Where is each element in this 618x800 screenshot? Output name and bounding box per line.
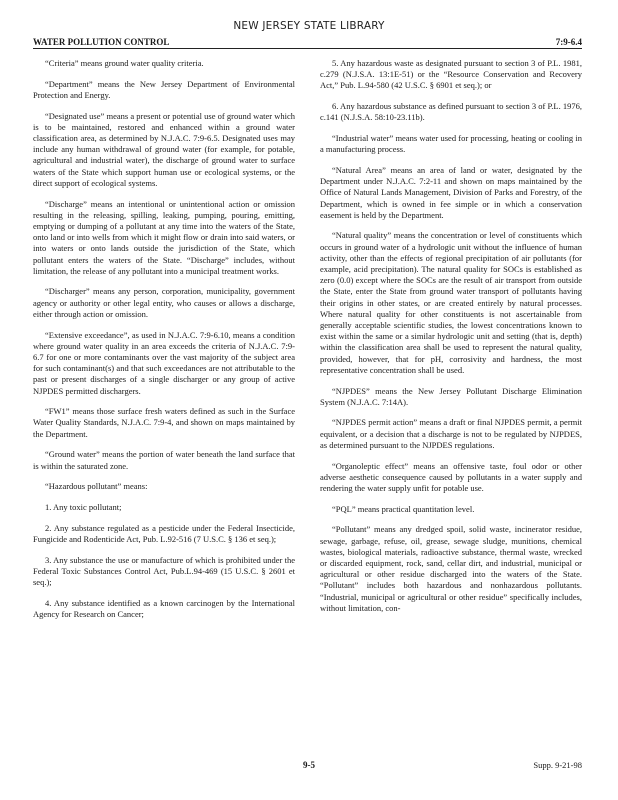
right-column (320, 58, 582, 624)
section-number: 7:9-6.4 (555, 37, 582, 47)
list-item-2: 2. Any substance regulated as a pesticide under the Federal Insecticide, Fungicide and Rodenticide Act, Pub. L.92-516 (7 U.S.C. § 136 et seq.); (33, 522, 295, 544)
paragraph-industrial-water: “Industrial water” means water used for processing, heating or cooling in a manufacturing process. (320, 133, 582, 155)
paragraph-njpdes: “NJPDES” means the New Jersey Pollutant Discharge Elimination System (N.J.A.C. 7:14A). (320, 385, 582, 407)
paragraph-discharger: “Discharger” means any person, corporation, municipality, government agency or authority or other legal entity, who causes or allows a discharge, either through action or omission. (33, 286, 295, 319)
chapter-title: WATER POLLUTION CONTROL (33, 37, 170, 47)
paragraph-discharge: “Discharge” means an intentional or unintentional action or omission resulting in the releasing, spilling, leaking, pumping, pouring, emitting, emptying or dumping of a pollutant at any time into the waters of the State, onto land or into wells from which it might flow or drain into said waters, or into waters or onto lands outside the jurisdiction of the State, which pollutant enters the waters of the State. “Discharge” includes, without limitation, the release of any pollutant into a municipal treatment works. (33, 198, 295, 276)
paragraph-hazardous-pollutant: “Hazardous pollutant” means: (45, 481, 148, 492)
list-item-5: 5. Any hazardous waste as designated pursuant to section 3 of P.L. 1981, c.279 (N.J.S.A. 13:1E-51) or the “Resource Conservation and Recovery Act,” Pub. L.94-580 (42 U.S.C. § 6901 et seq.); or (320, 58, 582, 91)
list-item-6: 6. Any hazardous substance as defined pursuant to section 3 of P.L. 1976, c.141 (N.J.S.A. 58:10-23.11b). (320, 101, 582, 123)
page-number: 9-5 (303, 760, 315, 770)
paragraph-organoleptic-effect: “Organoleptic effect” means an offensive taste, foul odor or other adverse aesthetic consequence caused by pollutants in a water supply and rendering the water supply unfit for potable use. (320, 460, 582, 493)
paragraph-natural-quality: “Natural quality” means the concentration or level of constituents which occurs in ground water of a hydrologic unit without the influence of human activity, other than the effects of regional precipitation of air pollutants (for example, acid precipitation). The natural quality for SOCs is established as zero (0.0) except where the SOCs are the result of air transport from outside the State, enter the State from ground water transport of pollutants having their origins in other states, or are created entirely by natural processes. Where natural quality for other constituents is not ascertainable from generally acceptable scientific studies, the lowest concentrations known to exist within the same or a similar hydrologic unit and setting (that is, depth) within the classification area shall be used to represent the natural quality, provided, however, that for pH, corrosivity and hardness, the most representative concentration shall be used. (320, 230, 582, 375)
paragraph-department: “Department” means the New Jersey Department of Environmental Protection and Energy. (33, 78, 295, 100)
paragraph-criteria: “Criteria” means ground water quality criteria. (45, 58, 204, 68)
library-stamp: NEW JERSEY STATE LIBRARY (233, 20, 385, 32)
running-header (33, 36, 582, 49)
supplement-date: Supp. 9-21-98 (533, 760, 582, 770)
paragraph-ground-water: “Ground water” means the portion of water beneath the land surface that is within the saturated zone. (33, 449, 295, 471)
left-column (33, 58, 295, 630)
paragraph-pql: “PQL” means practical quantitation level. (332, 503, 475, 514)
list-item-4: 4. Any substance identified as a known carcinogen by the International Agency for Research on Cancer; (33, 597, 295, 619)
paragraph-designated-use: “Designated use” means a present or potential use of ground water which is to be maintained, restored and enhanced within a ground water classification area, as determined by N.J.A.C. 7:9-6.5. Designated uses may include any human withdrawal of ground water (for example, for potable, agricultural and industrial water), the discharge of ground water to surface waters of the State which support human use or ecological systems, or the direct support of ecological systems. (33, 110, 295, 188)
paragraph-pollutant: “Pollutant” means any dredged spoil, solid waste, incinerator residue, sewage, garbage, refuse, oil, grease, sewage sludge, munitions, chemical wastes, biological materials, radioactive substance, thermal waste, wrecked or discarded equipment, rock, sand, cellar dirt, and industrial, municipal or agricultural or other residue discharged into the waters of the State. “Pollutant” includes both hazardous and nonhazardous pollutants. “Industrial, municipal or agricultural or other residue” specifically includes, without limitation, con- (320, 524, 582, 613)
paragraph-extensive-exceedance: “Extensive exceedance”, as used in N.J.A.C. 7:9-6.10, means a condition where ground water quality in an area exceeds the criteria of N.J.A.C. 7:9-6.7 for one or more contaminants over the vast majority of the subject area for such contaminant(s) and that such exceedances are not attributable to the past or present discharges of a single discharger or any group of active NJPDES permitted dischargers. (33, 329, 295, 396)
paragraph-natural-area: “Natural Area” means an area of land or water, designated by the Department under N.J.A.C. 7:2-11 and shown on maps maintained by the Office of Natural Lands Management, Division of Parks and Forestry, of the Department, which is owned in fee simple or in which a conservation easement is held by the Department. (320, 164, 582, 220)
paragraph-fw1: “FW1” means those surface fresh waters defined as such in the Surface Water Quality Standards, N.J.A.C. 7:9-4, and shown on maps maintained by the Department. (33, 406, 295, 439)
list-item-3: 3. Any substance the use or manufacture of which is prohibited under the Federal Toxic Substances Control Act, Pub.L.94-469 (15 U.S.C. § 2601 et seq.); (33, 554, 295, 588)
list-item-1: 1. Any toxic pollutant; (45, 502, 122, 512)
paragraph-njpdes-permit-action: “NJPDES permit action” means a draft or final NJPDES permit, a permit equivalent, or a decision that a discharge is not to be regulated by NJPDES, as determined pursuant to the NJPDES regulations. (320, 417, 582, 450)
